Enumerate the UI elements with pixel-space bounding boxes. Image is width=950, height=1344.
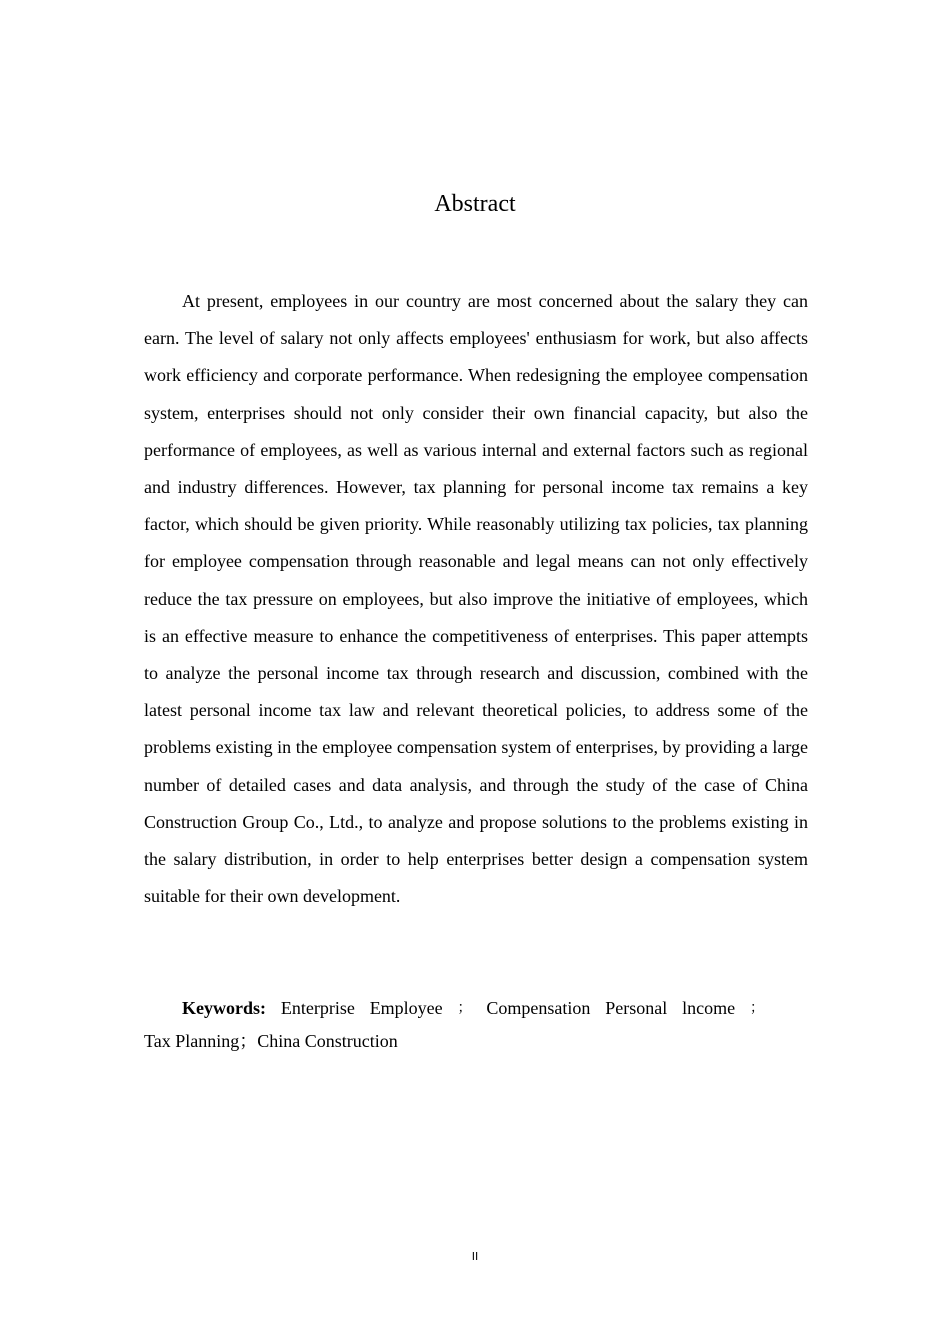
keywords-label: Keywords:: [182, 998, 266, 1018]
page-number: II: [471, 1250, 479, 1263]
page-title: Abstract: [434, 191, 516, 217]
keyword-word: lncome: [682, 998, 736, 1018]
abstract-paragraph: At present, employees in our country are most concerned about the salary they can earn. The level of salary not only affects employees' enthusiasm for work, but also affects work efficiency and corporate performance. When redesigning the employee compensation system, enterprises should not only consider their own financial capacity, but also the performance of employees, as well as various internal and external factors such as regional and industry differences. However, tax planning for personal income tax remains a key factor, which should be given priority. While reasonably utilizing tax policies, tax planning for employee compensation through reasonable and legal means can not only effectively reduce the tax pressure on employees, but also improve the initiative of employees, which is an effective measure to enhance the competitiveness of enterprises. This paper attempts to analyze the personal income tax through research and discussion, combined with the latest personal income tax law and relevant theoretical policies, to address some of the problems existing in the employee compensation system of enterprises, by providing a large number of detailed cases and data analysis, and through the study of the case of China Construction Group Co., Ltd., to analyze and propose solutions to the problems existing in the salary distribution, in order to help enterprises better design a compensation system suitable for their own development.: [144, 291, 808, 907]
keywords-line-1: [144, 992, 808, 1025]
keyword-separator: ；: [749, 1000, 764, 1016]
keywords-block: [144, 992, 808, 1058]
keyword-separator: ；: [457, 1000, 472, 1016]
keyword-word: Compensation: [486, 998, 591, 1018]
keyword-word: Employee: [369, 998, 443, 1018]
keywords-line-2: Tax Planning；China Construction: [144, 1031, 398, 1051]
keyword-word: Enterprise: [280, 998, 355, 1018]
keyword-word: Personal: [605, 998, 668, 1018]
